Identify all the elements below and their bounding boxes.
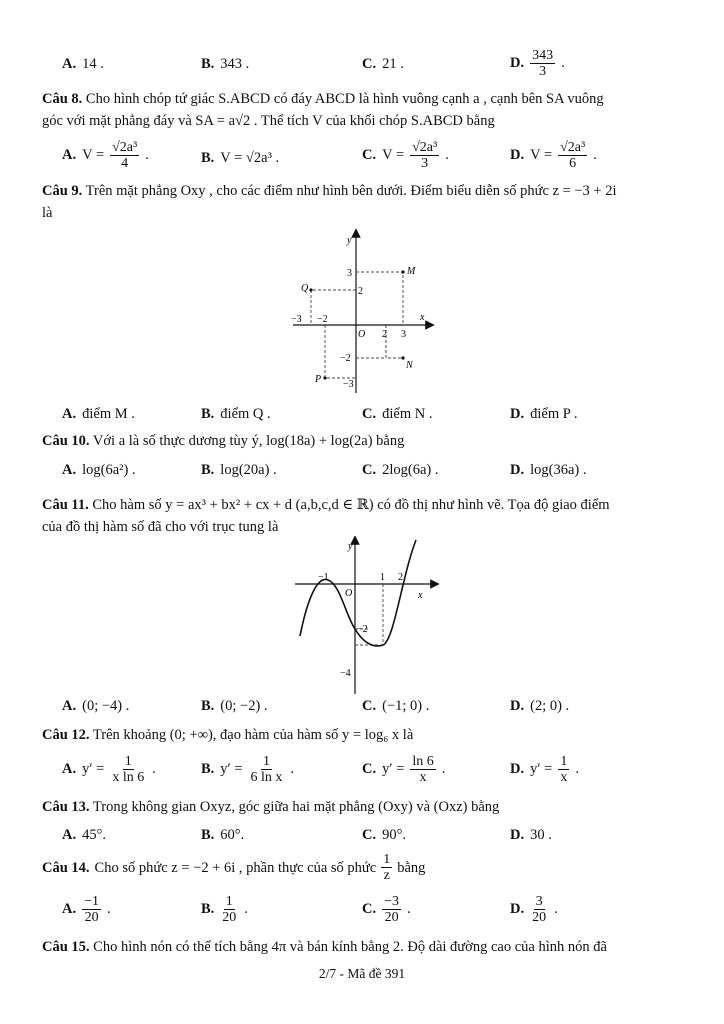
q11-tick-x1: 1 <box>380 572 385 583</box>
q8-c-fraction: $\frac{\text{√2a³}}{3}$ <box>412 140 438 171</box>
q12-b-fraction: $\frac{1}{\text{6 ln x}}$ <box>250 754 283 785</box>
q11-x-label: x <box>418 590 423 601</box>
q9-tick-y3: 3 <box>347 268 352 279</box>
q8-option-b[interactable]: B. V = √2a³ . <box>201 150 280 166</box>
q13-option-b[interactable]: B. 60°. <box>201 827 245 843</box>
q8-d-fraction: $\frac{\text{√2a³}}{6}$ <box>560 140 586 171</box>
q7-option-c[interactable]: C. 21 . <box>362 56 404 72</box>
q9-tick-y-2: −2 <box>340 353 351 364</box>
q15-stem: Câu 15. Cho hình nón có thể tích bằng 4π và bán kính bằng 2. Độ dài đường cao của hình nón đã <box>42 939 607 955</box>
q9-tick-y-3: −3 <box>343 379 354 390</box>
q11-option-c[interactable]: C. (−1; 0) . <box>362 698 430 714</box>
q13-stem: Câu 13. Trong không gian Oxyz, góc giữa hai mặt phẳng (Oxy) và (Oxz) bằng <box>42 799 500 815</box>
q9-point-n: N <box>406 360 413 371</box>
q9-figure <box>285 228 435 396</box>
q12-a-fraction: $\frac{1}{\text{x ln 6}}$ <box>112 754 145 785</box>
q13-option-a[interactable]: A. 45°. <box>62 827 107 843</box>
q14-d-fraction: $\frac{3}{20}$ <box>532 894 547 925</box>
q10-option-d[interactable]: D. log(36a) . <box>510 462 587 478</box>
q11-tick-y-4: −4 <box>340 668 351 679</box>
q12-c-fraction: $\frac{\ln 6}{x}$ <box>412 754 434 785</box>
q9-tick-y2: 2 <box>358 286 363 297</box>
q10-stem: Câu 10. Với a là số thực dương tùy ý, log(18a) + log(2a) bằng <box>42 433 405 449</box>
q8-option-d[interactable]: D. V = $\frac{\text{√2a³}}{6}$ . <box>510 140 597 171</box>
q9-tick-x3: 3 <box>401 329 406 340</box>
q14-a-fraction: $\frac{-1}{20}$ <box>84 894 100 925</box>
q12-d-fraction: $\frac{1}{x}$ <box>560 754 568 785</box>
q11-y-label: y <box>348 541 353 552</box>
q10-option-a[interactable]: A. log(6a²) . <box>62 462 136 478</box>
q8-option-c[interactable]: C. V = $\frac{\text{√2a³}}{3}$ . <box>362 140 449 171</box>
q9-tick-x2: 2 <box>382 329 387 340</box>
q7-option-d[interactable]: D. $\frac{343}{3}$ . <box>510 48 565 79</box>
q14-b-fraction: $\frac{1}{20}$ <box>222 894 237 925</box>
q12-stem: Câu 12. Trên khoảng (0; +∞), đạo hàm của hàm số y = log₆ x là <box>42 727 414 743</box>
q11-tick-y-2: −2 <box>357 624 368 635</box>
q14-stem-fraction: $\frac{1}{z}$ <box>383 852 391 883</box>
q11-stem: Câu 11. Cho hàm số y = ax³ + bx² + cx + d (a,b,c,d ∈ ℝ) có đồ thị như hình vẽ. Tọa độ giao điểm của đồ thị hàm số đã cho với trục tung là <box>42 497 610 535</box>
q9-option-a[interactable]: A. điểm M . <box>62 406 135 422</box>
q9-tick-x-2: −2 <box>317 314 328 325</box>
q9-point-p: P <box>315 374 322 385</box>
q7-d-fraction: $\frac{343}{3}$ <box>532 48 554 79</box>
q14-option-b[interactable]: B. $\frac{1}{20}$ . <box>201 894 248 925</box>
q10-option-b[interactable]: B. log(20a) . <box>201 462 277 478</box>
q11-figure <box>290 536 440 696</box>
q13-option-d[interactable]: D. 30 . <box>510 827 552 843</box>
q9-option-b[interactable]: B. điểm Q . <box>201 406 271 422</box>
q14-c-fraction: $\frac{-3}{20}$ <box>384 894 400 925</box>
q9-x-label: x <box>420 312 425 323</box>
q9-origin: O <box>358 329 366 340</box>
q12-option-c[interactable]: C. y′ = $\frac{\ln 6}{x}$ . <box>362 754 446 785</box>
q9-tick-x-3: −3 <box>291 314 302 325</box>
q7-option-b[interactable]: B. 343 . <box>201 56 250 72</box>
q14-option-a[interactable]: A. $\frac{-1}{20}$ . <box>62 894 111 925</box>
q12-options <box>0 754 724 794</box>
q14-stem: Câu 14. Cho số phức z = −2 + 6i , phần thực của số phức $\frac{1}{z}$ bằng <box>42 852 426 883</box>
q11-tick-x-1: −1 <box>318 572 329 583</box>
q9-y-label: y <box>347 235 352 246</box>
q12-option-a[interactable]: A. y′ = $\frac{1}{\text{x ln 6}}$ . <box>62 754 156 785</box>
q9-point-q: Q <box>301 283 309 294</box>
q11-origin: O <box>345 588 353 599</box>
q13-option-c[interactable]: C. 90°. <box>362 827 407 843</box>
page-footer: 2/7 - Mã đề 391 <box>318 966 406 981</box>
q9-option-d[interactable]: D. điểm P . <box>510 406 578 422</box>
q14-option-d[interactable]: D. $\frac{3}{20}$ . <box>510 894 558 925</box>
q9-point-m: M <box>407 266 416 277</box>
q14-options <box>0 894 724 934</box>
q8-options <box>0 140 724 180</box>
q12-option-d[interactable]: D. y′ = $\frac{1}{x}$ . <box>510 754 579 785</box>
q7-option-a[interactable]: A. 14 . <box>62 56 104 72</box>
q9-stem: Câu 9. Trên mặt phẳng Oxy , cho các điểm như hình bên dưới. Điểm biểu diễn số phức z = −3 + 2i là <box>42 183 617 221</box>
q10-option-c[interactable]: C. 2log(6a) . <box>362 462 439 478</box>
q9-option-c[interactable]: C. điểm N . <box>362 406 433 422</box>
q14-option-c[interactable]: C. $\frac{-3}{20}$ . <box>362 894 411 925</box>
q11-tick-x2: 2 <box>398 572 403 583</box>
q11-option-a[interactable]: A. (0; −4) . <box>62 698 130 714</box>
q12-option-b[interactable]: B. y′ = $\frac{1}{\text{6 ln x}}$ . <box>201 754 295 785</box>
q8-a-fraction: $\frac{\text{√2a³}}{4}$ <box>112 140 138 171</box>
q11-option-b[interactable]: B. (0; −2) . <box>201 698 268 714</box>
q8-stem: Câu 8. Cho hình chóp tứ giác S.ABCD có đáy ABCD là hình vuông cạnh a , cạnh bên SA vuông góc với mặt phẳng đáy và SA = a√2 . Thể tích V của khối chóp S.ABCD bằng <box>42 91 604 129</box>
q8-option-a[interactable]: A. V = $\frac{\text{√2a³}}{4}$ . <box>62 140 149 171</box>
q7-options <box>0 48 724 88</box>
q11-option-d[interactable]: D. (2; 0) . <box>510 698 570 714</box>
